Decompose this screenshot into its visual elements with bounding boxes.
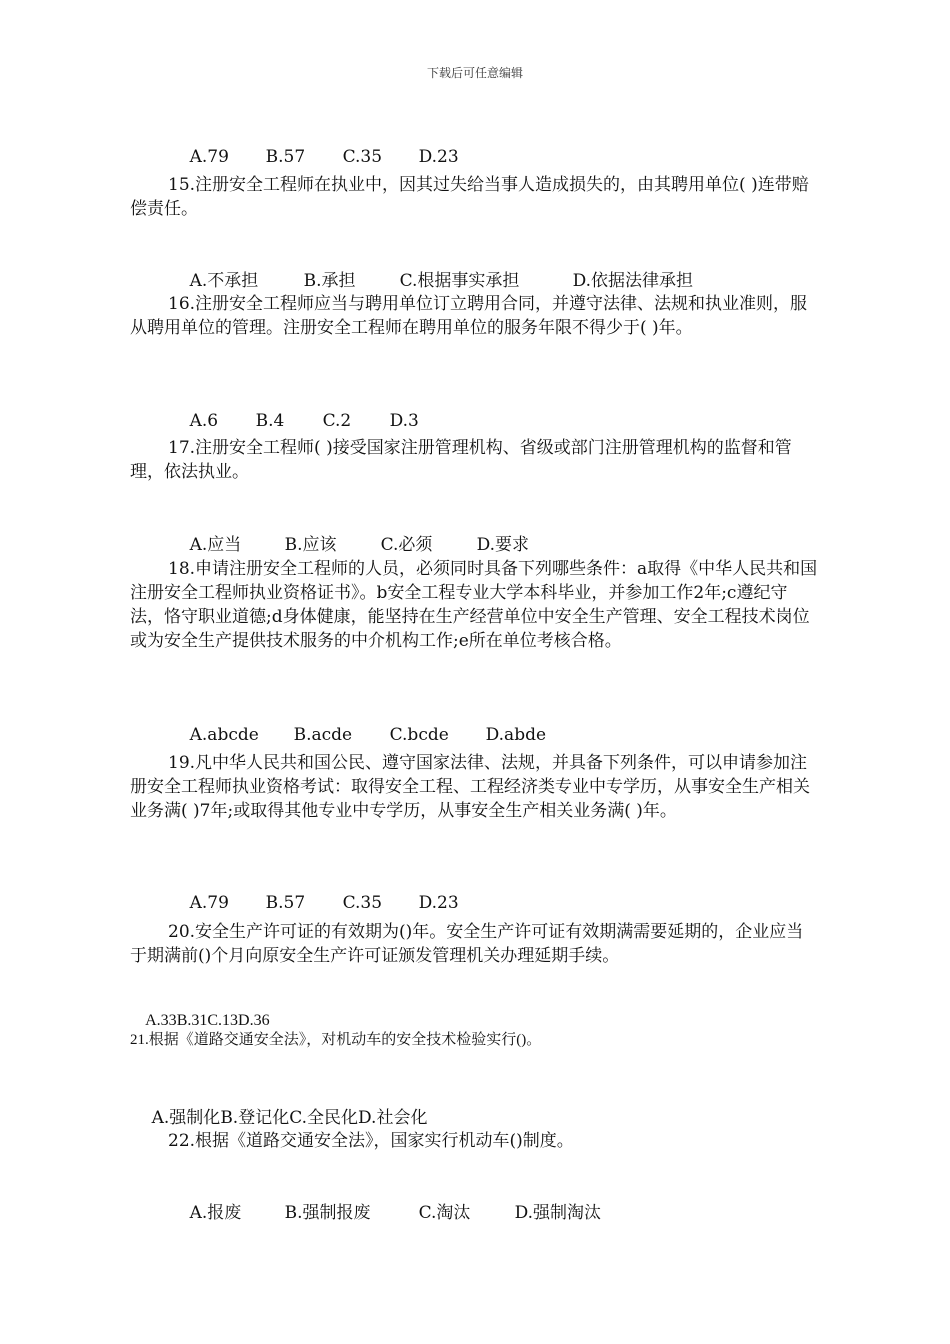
option-b: B.4 [255, 411, 285, 431]
option-d: D.23 [418, 147, 459, 167]
option-a: A.不承担 [189, 271, 259, 291]
option-a: A.6 [189, 411, 219, 431]
option-c: C.淘汰 [418, 1203, 471, 1223]
option-b: B.登记化 [220, 1108, 290, 1128]
question-19: 19.凡中华人民共和国公民、遵守国家法律、法规，并具备下列条件，可以申请参加注册安全工程师执业资格考试：取得安全工程、工程经济类专业中专学历，从事安全生产相关业务满( )7年;或取得其他专业中专学历，从事安全生产相关业务满( )年。 [130, 753, 810, 821]
option-d: D.abde [485, 725, 547, 745]
question-17: 17.注册安全工程师( )接受国家注册管理机构、省级或部门注册管理机构的监督和管理，依法执业。 [130, 438, 792, 482]
option-d: D.3 [389, 411, 419, 431]
option-a: A.强制化 [151, 1108, 221, 1128]
question-20: 20.安全生产许可证的有效期为()年。安全生产许可证有效期满需要延期的，企业应当于期满前()个月向原安全生产许可证颁发管理机关办理延期手续。 [130, 922, 804, 966]
option-b: B.应该 [284, 535, 337, 555]
option-b: B.承担 [303, 271, 356, 291]
page-header: 下载后可任意编辑 [426, 66, 523, 80]
option-b: B.31 [176, 1012, 208, 1029]
options-22 [168, 1178, 601, 1243]
option-d: D.36 [238, 1012, 270, 1029]
option-c: C.13 [207, 1012, 239, 1029]
option-a: A.报废 [189, 1203, 242, 1223]
option-c: C.2 [322, 411, 352, 431]
question-22: 22.根据《道路交通安全法》，国家实行机动车()制度。 [168, 1131, 574, 1151]
option-b: B.强制报废 [284, 1203, 371, 1223]
option-a: A.应当 [189, 535, 242, 555]
question-16: 16.注册安全工程师应当与聘用单位订立聘用合同，并遵守法律、法规和执业准则，服从聘用单位的管理。注册安全工程师在聘用单位的服务年限不得少于( )年。 [130, 294, 808, 338]
option-d: D.社会化 [358, 1108, 428, 1128]
option-b: B.57 [265, 147, 306, 167]
option-a: A.abcde [189, 725, 259, 745]
option-d: D.依据法律承担 [572, 271, 694, 291]
option-b: B.57 [265, 893, 306, 913]
option-a: A.79 [189, 147, 229, 167]
question-21: 21.根据《道路交通安全法》，对机动车的安全技术检验实行()。 [130, 1032, 542, 1048]
option-c: C.35 [342, 147, 383, 167]
option-a: A.33 [145, 1012, 177, 1029]
option-d: D.强制淘汰 [514, 1203, 602, 1223]
option-c: C.必须 [380, 535, 433, 555]
question-18: 18.申请注册安全工程师的人员，必须同时具备下列哪些条件：a取得《中华人民共和国注册安全工程师执业资格证书》。b安全工程专业大学本科毕业，并参加工作2年;c遵纪守法，恪守职业道德;d身体健康，能坚持在生产经营单位中安全生产管理、安全工程技术岗位或为安全生产提供技术服务的中介机构工作;e所在单位考核合格。 [130, 559, 818, 651]
option-d: D.要求 [476, 535, 530, 555]
question-15: 15.注册安全工程师在执业中，因其过失给当事人造成损失的，由其聘用单位( )连带赔偿责任。 [130, 175, 809, 219]
option-c: C.根据事实承担 [399, 271, 520, 291]
option-d: D.23 [418, 893, 459, 913]
option-c: C.bcde [389, 725, 449, 745]
option-a: A.79 [189, 893, 229, 913]
option-c: C.35 [342, 893, 383, 913]
option-c: C.全民化 [289, 1108, 359, 1128]
option-b: B.acde [293, 725, 353, 745]
